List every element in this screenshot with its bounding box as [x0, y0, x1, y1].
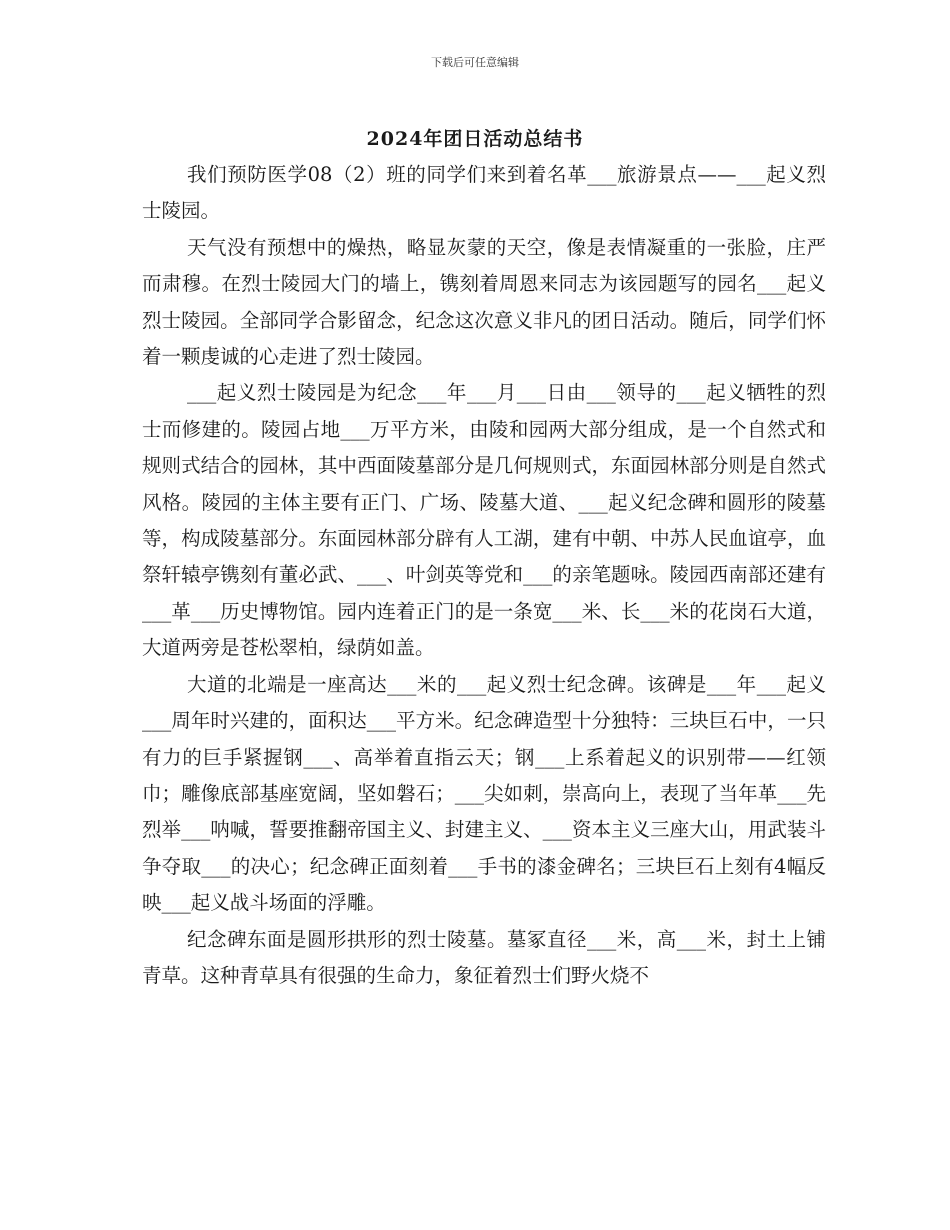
paragraph-4: 大道的北端是一座高达___米的___起义烈士纪念碑。该碑是___年___起义___周年时兴建的，面积达___平方米。纪念碑造型十分独特：三块巨石中，一只有力的巨手紧握钢___、高举着直指云天；钢___上系着起义的识别带——红领巾；雕像底部基座宽阔，坚如磐石；___尖如刺，崇高向上，表现了当年革___先烈举___呐喊，誓要推翻帝国主义、封建主义、___资本主义三座大山，用武装斗争夺取___的决心；纪念碑正面刻着___手书的漆金碑名；三块巨石上刻有4幅反映___起义战斗场面的浮雕。: [142, 672, 826, 915]
paragraph-2: 天气没有预想中的燥热，略显灰蒙的天空，像是表情凝重的一张脸，庄严而肃穆。在烈士陵园大门的墙上，镌刻着周恩来同志为该园题写的园名___起义烈士陵园。全部同学合影留念，纪念这次意义非凡的团日活动。随后，同学们怀着一颗虔诚的心走进了烈士陵园。: [142, 235, 826, 369]
document-title: 2024年团日活动总结书: [366, 128, 584, 150]
paragraph-5: 纪念碑东面是圆形拱形的烈士陵墓。墓冢直径___米，高___米，封土上铺青草。这种青草具有很强的生命力，象征着烈士们野火烧不: [142, 927, 826, 987]
header-note: 下载后可任意编辑: [431, 56, 519, 69]
document-body: [142, 157, 826, 994]
paragraph-3: ___起义烈士陵园是为纪念___年___月___日由___领导的___起义牺牲的烈士而修建的。陵园占地___万平方米，由陵和园两大部分组成，是一个自然式和规则式结合的园林，其中西面陵墓部分是几何规则式，东面园林部分则是自然式风格。陵园的主体主要有正门、广场、陵墓大道、___起义纪念碑和圆形的陵墓等，构成陵墓部分。东面园林部分辟有人工湖，建有中朝、中苏人民血谊亭，血祭轩辕亭镌刻有董必武、___、叶剑英等党和___的亲笔题咏。陵园西南部还建有___革___历史博物馆。园内连着正门的是一条宽___米、长___米的花岗石大道，大道两旁是苍松翠柏，绿荫如盖。: [142, 381, 826, 660]
paragraph-1: 我们预防医学08（2）班的同学们来到着名革___旅游景点——___起义烈士陵园。: [142, 163, 826, 223]
